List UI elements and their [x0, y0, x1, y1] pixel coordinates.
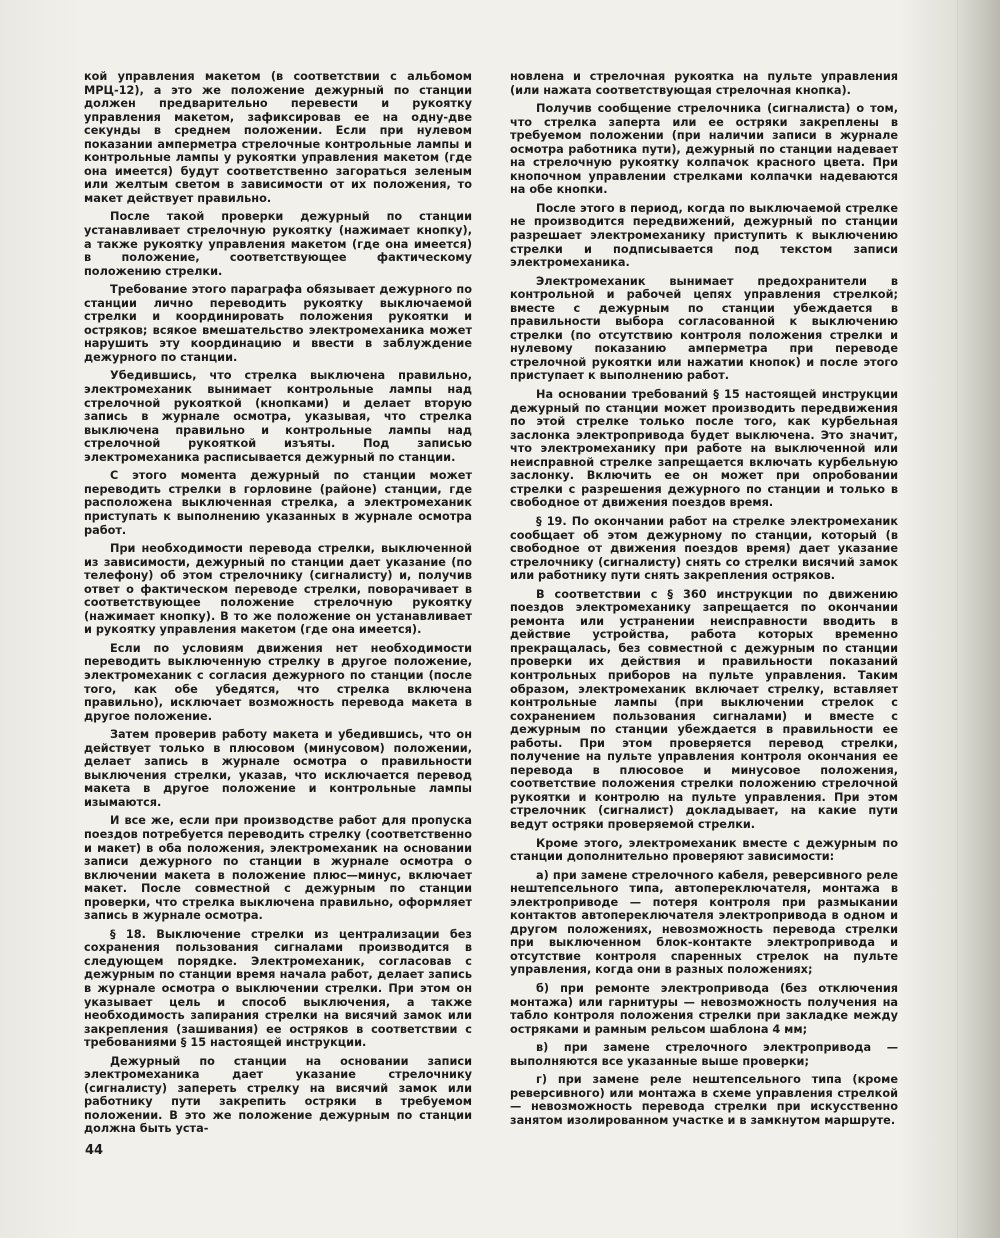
- paragraph: Убедившись, что стрелка выключена правильно, электромеханик вынимает контрольные лампы над стрелочной рукояткой (кнопками) и делает вторую запись в журнале осмотра, указывая, что стрелка выключена правильно и контрольные лампы над стрелочной рукояткой изъяты. Под записью электромеханика расписывается дежурный по станции.: [84, 369, 472, 464]
- paragraph: Получив сообщение стрелочника (сигналиста) о том, что стрелка заперта или ее остряки закреплены в требуемом положении (при наличии записи в журнале осмотра работника пути), дежурный по станции надевает на стрелочную рукоятку колпачок красного цвета. При кнопочном управлении стрелками колпачки надеваются на обе кнопки.: [510, 102, 898, 197]
- right-column: [510, 70, 898, 1160]
- paragraph: Затем проверив работу макета и убедившись, что он действует только в плюсовом (минусовом) положении, делает запись в журнале осмотра о правильности выключения стрелки, указав, что исключается перевод макета в другое положение и контрольные лампы изымаются.: [84, 728, 472, 809]
- paragraph: При необходимости перевода стрелки, выключенной из зависимости, дежурный по станции дает указание (по телефону) об этом стрелочнику (сигналисту) и, получив ответ о фактическом переводе стрелки, поворачивает в соответствующее положение стрелочную рукоятку (нажимает кнопку). В то же положение он устанавливает и рукоятку управления макетом (где она имеется).: [84, 542, 472, 637]
- paragraph: в) при замене стрелочного электропривода — выполняются все указанные выше проверки;: [510, 1041, 898, 1068]
- paragraph: Дежурный по станции на основании записи электромеханика дает указание стрелочнику (сигналисту) запереть стрелку на висячий замок или работнику пути закрепить остряки в требуемом положении. В это же положение дежурным по станции должна быть уста-: [84, 1054, 472, 1136]
- paragraph: г) при замене реле нештепсельного типа (кроме реверсивного) или монтажа в схеме управления стрелкой — невозможность перевода стрелки при искусственно занятом изолированном участке и в замкнутом маршруте.: [510, 1073, 898, 1127]
- paragraph: § 18. Выключение стрелки из централизации без сохранения пользования сигналами производится в следующем порядке. Электромеханик, согласовав с дежурным по станции время начала работ, делает запись в журнале осмотра о выключении стрелки. При этом он указывает цель и способ выключения, а также необходимость запирания стрелки на висячий замок или закрепления (зашивания) ее остряков в соответствии с требованиями § 15 настоящей инструкции.: [84, 927, 472, 1050]
- paragraph: Требование этого параграфа обязывает дежурного по станции лично переводить рукоятку выключаемой стрелки и координировать положения рукоятки и остряков; всякое вмешательство электромеханика может нарушить эту координацию и ввести в заблуждение дежурного по станции.: [84, 283, 472, 364]
- paragraph: Кроме этого, электромеханик вместе с дежурным по станции дополнительно проверяют зависимости:: [510, 836, 898, 864]
- paragraph: новлена и стрелочная рукоятка на пульте управления (или нажата соответствующая стрелочная кнопка).: [510, 70, 898, 97]
- paragraph: На основании требований § 15 настоящей инструкции дежурный по станции может производить передвижения по этой стрелке только после того, как курбельная заслонка электропривода будет выключена. Это значит, что электромеханику при работе на выключенной или неисправной стрелке запрещается включать курбельную заслонку. Включить ее он может при опробовании стрелки с разрешения дежурного по станции и только в свободное от движения поездов время.: [510, 388, 898, 510]
- left-column: [84, 70, 472, 1160]
- paragraph: После такой проверки дежурный по станции устанавливает стрелочную рукоятку (нажимает кнопку), а также рукоятку управления макетом (где она имеется) в положение, соответствующее фактическому положению стрелки.: [84, 210, 472, 278]
- paragraph: а) при замене стрелочного кабеля, реверсивного реле нештепсельного типа, автопереключателя, монтажа в электроприводе — потеря контроля при размыкании контактов автопереключателя электропривода в одном и другом положениях, невозможность перевода стрелки при выключенном блок-контакте электропривода и отсутствие контроля спаренных стрелок на пульте управления, когда они в разных положениях;: [510, 868, 898, 977]
- page-edge: [957, 0, 1000, 1238]
- paragraph: И все же, если при производстве работ для пропуска поездов потребуется переводить стрелку (соответственно и макет) в оба положения, электромеханик на основании записи дежурного по станции в журнале осмотра о включении макета в положение плюс—минус, включает макет. После совместной с дежурным по станции проверки, что стрелка выключена правильно, оформляет запись в журнале осмотра.: [84, 814, 472, 923]
- paragraph: Электромеханик вынимает предохранители в контрольной и рабочей цепях управления стрелкой; вместе с дежурным по станции убеждается в правильности выбора согласованной к выключению стрелки (по отсутствию контроля положения стрелки и нулевому показанию амперметра при переводе стрелочной рукоятки или нажатии кнопок) и после этого приступает к выполнению работ.: [510, 274, 898, 383]
- paragraph: б) при ремонте электропривода (без отключения монтажа) или гарнитуры — невозможность получения на табло контроля положения стрелки при закладке между остряками и рамным рельсом шаблона 4 мм;: [510, 982, 898, 1036]
- paragraph: кой управления макетом (в соответствии с альбомом МРЦ-12), а это же положение дежурный по станции должен предварительно перевести и рукоятку управления макетом, зафиксировав ее на одну-две секунды в среднем положении. Если при нулевом показании амперметра стрелочные контрольные лампы и контрольные лампы у рукоятки управления макетом (где она имеется) будут соответственно загораться зеленым или желтым светом в зависимости от их положения, то макет действует правильно.: [84, 70, 472, 205]
- page-number: 44: [85, 1143, 104, 1158]
- paragraph: § 19. По окончании работ на стрелке электромеханик сообщает об этом дежурному по станции, который (в свободное от движения поездов время) дает указание стрелочнику (сигналисту) снять со стрелки висячий замок или работнику пути снять закрепления остряков.: [510, 514, 898, 583]
- paragraph: Если по условиям движения нет необходимости переводить выключенную стрелку в другое положение, электромеханик с согласия дежурного по станции (после того, как обе убедятся, что стрелка включена правильно), исключает возможность перевода макета в другое положение.: [84, 641, 472, 723]
- paragraph: После этого в период, когда по выключаемой стрелке не производится передвижений, дежурный по станции разрешает электромеханику приступить к выключению стрелки и подписывается под текстом записи электромеханика.: [510, 201, 898, 270]
- paragraph: С этого момента дежурный по станции может переводить стрелки в горловине (районе) станции, где расположена выключенная стрелка, а электромеханик приступать к выполнению указанных в журнале осмотра работ.: [84, 469, 472, 537]
- paragraph: В соответствии с § 360 инструкции по движению поездов электромеханику запрещается по окончании ремонта или устранении неисправности вводить в действие устройства, работа которых временно прекращалась, без совместной с дежурным по станции проверки их действия и правильности показаний контрольных приборов на пульте управления. Таким образом, электромеханик включает стрелку, вставляет контрольные лампы (при выключении стрелок с сохранением пользования сигналами) и вместе с дежурным по станции убеждается в правильности ее работы. При этом проверяется перевод стрелки, получение на пульте управления контроля окончания ее перевода в плюсовое и минусовое положения, соответствие положения стрелки положению стрелочной рукоятки и контролю на пульте управления. При этом стрелочник (сигналист) докладывает, на какие пути ведут остряки проверяемой стрелки.: [510, 587, 898, 831]
